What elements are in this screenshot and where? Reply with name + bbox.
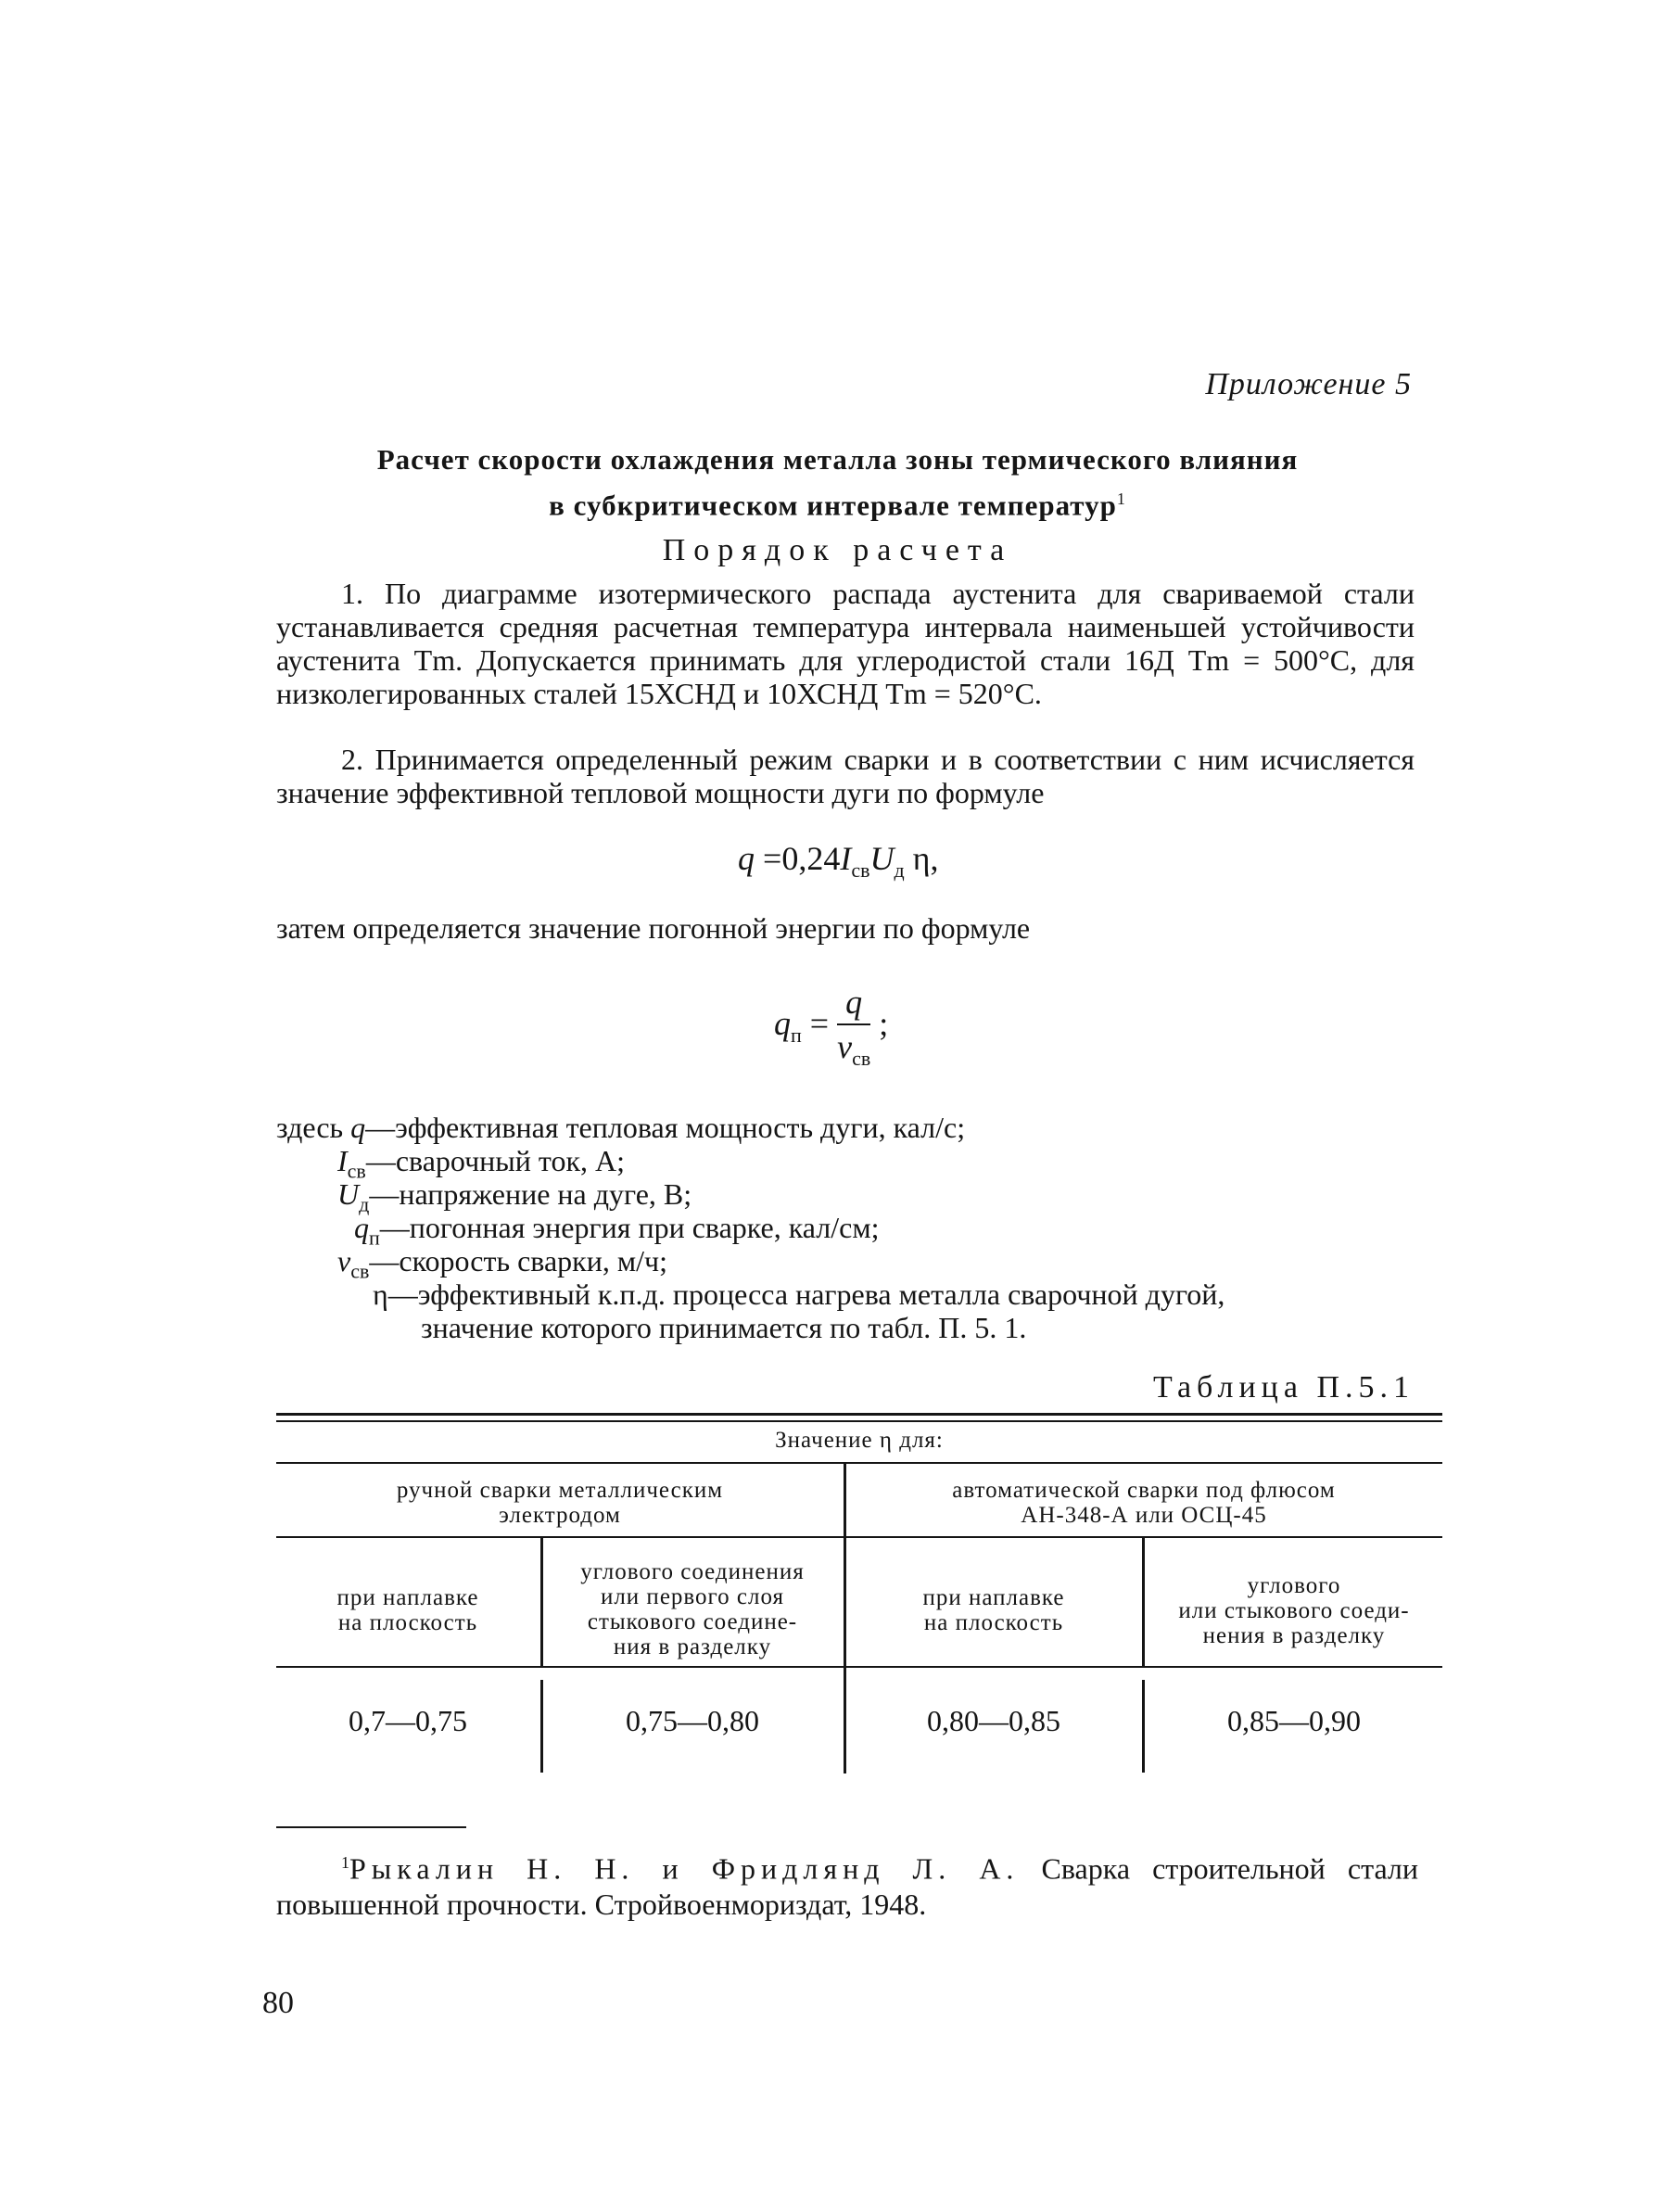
legend-efficiency-continuation: значение которого принимается по табл. П. 5. 1. bbox=[421, 1311, 1027, 1344]
group-header-automatic: автоматической сварки под флюсом АН-348-А или ОСЦ-45 bbox=[952, 1478, 1336, 1528]
formula-heat-power: $q =0,24I_{св}U_д$ η, bbox=[738, 840, 939, 883]
legend-row-current: $I_{св}—сварочный$ ток, А; bbox=[337, 1144, 626, 1183]
table-header-bottom-rule bbox=[276, 1666, 1442, 1668]
document-title bbox=[0, 440, 1675, 525]
title-line-2: в субкритическом интервале температур$^1$ bbox=[549, 489, 1126, 522]
footnote bbox=[276, 1845, 1418, 1922]
col-header-4: углового или стыкового соеди- нения в разделку bbox=[1178, 1573, 1410, 1648]
col-header-2: углового соединения или первого слоя стыкового соедине- ния в разделку bbox=[580, 1559, 805, 1659]
legend-row-q: здесь q—эффективная тепловая мощность дуги, кал/с; bbox=[276, 1111, 966, 1144]
fraction: $\frac{q}{v_{св}}$ bbox=[837, 984, 871, 1071]
legend-row-efficiency: η—эффективный к.п.д. процесса нагрева металла сварочной дугой, bbox=[373, 1278, 1225, 1311]
formula-linear-energy: $q_п$ = $\frac{q}{v_{св}}$ ; bbox=[774, 984, 889, 1071]
appendix-label: Приложение 5 bbox=[1205, 367, 1412, 401]
paragraph-1-text: 1. По диаграмме изотермического распада аустенита для свариваемой стали устанавливается средняя расчетная температура интервала наименьшей устойчивости аустенита Tm. Допускается принимать для углеродистой стали 16Д Tm = 500°С, для низколегированных сталей 15ХСНД и 10ХСНД Tm = 520°С. bbox=[276, 577, 1415, 710]
table-divider-col3-header bbox=[1142, 1538, 1145, 1666]
page-number: 80 bbox=[262, 1986, 294, 2020]
paragraph-2: 2. Принимается определенный режим сварки и в соответствии с ним исчисляется значение эффективной тепловой мощности дуги по формуле bbox=[276, 743, 1415, 809]
legend-row-linear-energy: $q_п—погонная$ энергия при сварке, кал/см; bbox=[354, 1211, 880, 1250]
value-cell-3: 0,80—0,85 bbox=[927, 1704, 1060, 1737]
footnote-rule bbox=[276, 1826, 466, 1828]
table-top-rule bbox=[276, 1413, 1442, 1416]
value-cell-4: 0,85—0,90 bbox=[1227, 1704, 1361, 1737]
paragraph-1 bbox=[276, 577, 1415, 710]
table-group-rule bbox=[276, 1536, 1442, 1538]
table-divider-col1-header bbox=[540, 1538, 543, 1666]
table-divider-col3-body bbox=[1142, 1680, 1145, 1773]
value-cell-1: 0,7—0,75 bbox=[349, 1704, 467, 1737]
table-caption: Таблица П.5.1 bbox=[1153, 1370, 1415, 1405]
table-header-top: Значение η для: bbox=[775, 1428, 944, 1453]
section-heading: Порядок расчета bbox=[662, 533, 1013, 567]
title-footnote-mark: 1 bbox=[1116, 489, 1126, 508]
title-line-1: Расчет скорости охлаждения металла зоны термического влияния bbox=[376, 443, 1299, 476]
table-header-rule bbox=[276, 1462, 1442, 1464]
col-header-3: при наплавке на плоскость bbox=[922, 1585, 1065, 1635]
footnote-text: Сварка строительной стали повышенной прочности. Стройвоенмориздат, 1948. bbox=[276, 1851, 1419, 1921]
col-header-1: при наплавке на плоскость bbox=[336, 1585, 479, 1635]
group-header-manual: ручной сварки металлическим электродом bbox=[396, 1478, 724, 1528]
paragraph-3: затем определяется значение погонной энергии по формуле bbox=[276, 911, 1031, 945]
legend-row-speed: $v_{св}—скорость$ сварки, м/ч; bbox=[337, 1244, 667, 1283]
table-top-rule-2 bbox=[276, 1420, 1442, 1422]
footnote-authors: Рыкалин Н. Н. и Фридлянд Л. А. bbox=[349, 1851, 1020, 1886]
legend-row-voltage: $U_д—напряжение$ на дуге, В; bbox=[337, 1177, 692, 1216]
footnote-mark: 1 bbox=[341, 1853, 349, 1872]
value-cell-2: 0,75—0,80 bbox=[626, 1704, 759, 1737]
